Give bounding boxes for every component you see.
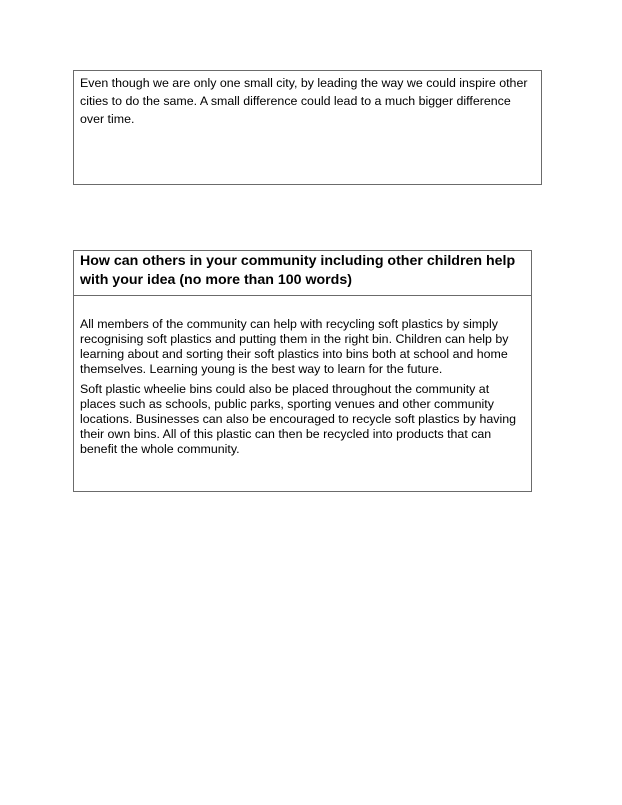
answer-paragraph: Soft plastic wheelie bins could also be placed throughout the community at places such as schools, public parks, sporting venues and other community locations. Businesses can also be encouraged to recycle soft plastics by having their own bins. All of this plastic can then be recycled into products that can benefit the whole community. [80,382,516,456]
answer-box-inspire [73,70,542,185]
question-heading: How can others in your community including other children help with your idea (no more than 100 words) [80,253,516,288]
question-box-community-help [73,250,532,492]
answer-text: Even though we are only one small city, by leading the way we could inspire other cities to do the same. A small difference could lead to a much bigger difference over time. [80,76,528,126]
answer-paragraph: All members of the community can help with recycling soft plastics by simply recognising soft plastics and putting them in the right bin. Children can help by learning about and sorting their soft plastics into bins both at school and home themselves. Learning young is the best way to learn for the future. [80,317,509,376]
question-header [74,251,531,296]
answer-body [74,296,531,457]
